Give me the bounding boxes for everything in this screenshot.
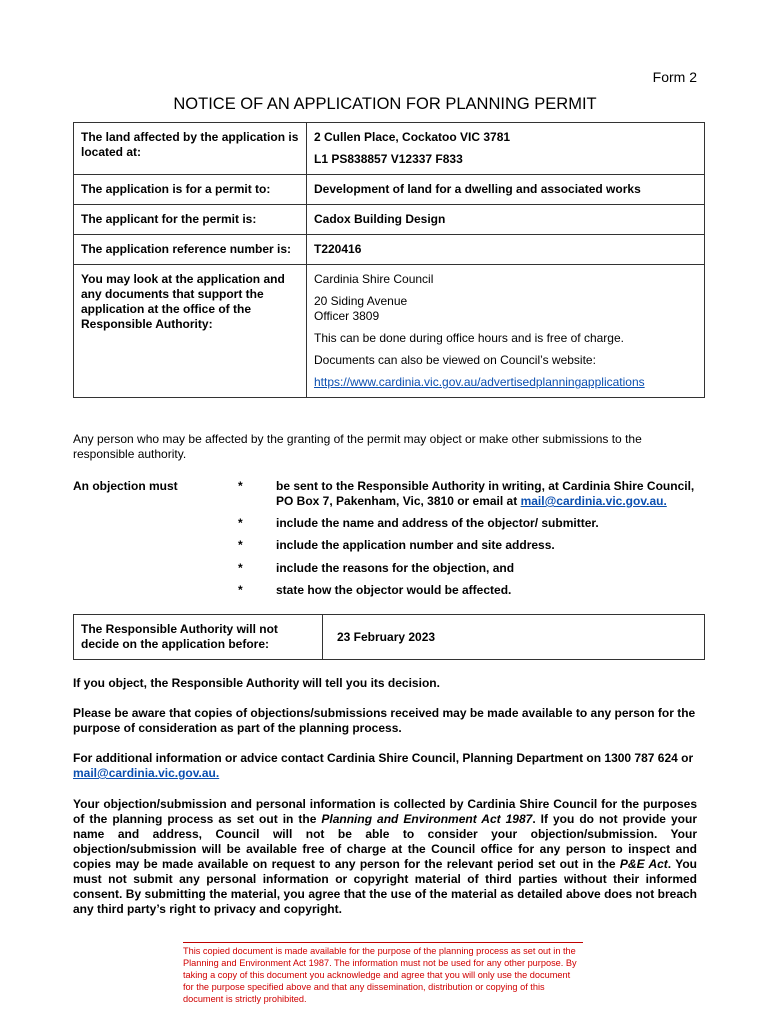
objection-label: An objection must <box>73 479 178 493</box>
page-title: NOTICE OF AN APPLICATION FOR PLANNING PERMIT <box>173 95 597 113</box>
contact-text: For additional information or advice contact Cardinia Shire Council, Planning Department on 1300 787 624 or <box>73 751 694 765</box>
council-website-link[interactable]: https://www.cardinia.vic.gov.au/advertisedplanningapplications <box>314 375 645 389</box>
application-details-table <box>73 122 705 398</box>
copy-disclaimer: This copied document is made available for the purpose of the planning process as set out in the Planning and Environment Act 1987. The information must not be used for any other purpose. By taking a copy of this document you acknowledge and agree that you will only use the document for the purpose specified above and that any dissemination, distribution or copying of this document is strictly prohibited. <box>183 942 583 1005</box>
tell-decision-note: If you object, the Responsible Authority will tell you its decision. <box>73 676 440 690</box>
privacy-text-2: . If you do not provide your name and address, Council will not be able to consider your objection/submission. Your objection/submission will be available free of charge at the Council office for any person to inspect and copies may be made available on request to any person for the relevant period set out in the <box>73 812 697 871</box>
privacy-text-1: Your objection/submission and personal information is collected by Cardinia Shire Council for the purposes of the planning process as set out in the <box>73 797 697 826</box>
objection-requirement-5: state how the objector would be affected. <box>276 583 512 597</box>
applicant-label: The applicant for the permit is: <box>74 205 307 235</box>
bullet-2: * <box>238 516 243 530</box>
land-value <box>307 123 705 175</box>
permit-label: The application is for a permit to: <box>74 175 307 205</box>
objection-requirement-text: be sent to the Responsible Authority in writing, at Cardinia Shire Council, PO Box 7, Pakenham, Vic, 3810 or email at <box>276 479 695 508</box>
act-short-name: P&E Act <box>619 857 668 871</box>
applicant-value: Cadox Building Design <box>307 205 705 235</box>
permit-value: Development of land for a dwelling and associated works <box>307 175 705 205</box>
website-intro: Documents can also be viewed on Council’s website: <box>314 353 596 367</box>
council-suburb: Officer 3809 <box>314 309 380 323</box>
objection-email-link[interactable]: mail@cardinia.vic.gov.au. <box>520 494 667 508</box>
bullet-5: * <box>238 583 243 597</box>
objection-requirement-4: include the reasons for the objection, and <box>276 561 515 575</box>
land-label: The land affected by the application is located at: <box>74 123 307 175</box>
objection-requirement-2: include the name and address of the objector/ submitter. <box>276 516 599 530</box>
copies-notice: Please be aware that copies of objections/submissions received may be made available to any person for the purpose of consideration as part of the planning process. <box>73 706 696 735</box>
decision-date: 23 February 2023 <box>323 615 705 660</box>
privacy-text-3: . You must not submit any personal information or copyright material of third parties without their informed consent. By submitting the material, you agree that the use of the material as detailed above does not breach any third party’s right to privacy and copyright. <box>73 857 697 916</box>
bullet-4: * <box>238 561 243 575</box>
table-row <box>74 205 705 235</box>
land-title-reference: L1 PS838857 V12337 F833 <box>314 152 463 166</box>
decision-label: The Responsible Authority will not decide on the application before: <box>74 615 323 660</box>
privacy-statement <box>73 797 697 917</box>
form-number: Form 2 <box>652 69 697 85</box>
table-row <box>74 123 705 175</box>
contact-info <box>73 751 701 781</box>
objection-intro: Any person who may be affected by the granting of the permit may object or make other submissions to the responsible authority. <box>73 432 642 461</box>
reference-label: The application reference number is: <box>74 235 307 265</box>
table-row <box>74 615 705 660</box>
objection-requirement-1 <box>276 479 706 509</box>
land-address: 2 Cullen Place, Cockatoo VIC 3781 <box>314 130 511 144</box>
council-name: Cardinia Shire Council <box>314 272 434 286</box>
council-street: 20 Siding Avenue <box>314 294 408 308</box>
inspect-label: You may look at the application and any documents that support the application at the office of the Responsible Authority: <box>74 265 307 398</box>
table-row <box>74 175 705 205</box>
office-hours-note: This can be done during office hours and is free of charge. <box>314 331 624 345</box>
reference-value: T220416 <box>307 235 705 265</box>
decision-date-table <box>73 614 705 660</box>
bullet-1: * <box>238 479 243 493</box>
inspect-value <box>307 265 705 398</box>
bullet-3: * <box>238 538 243 552</box>
table-row <box>74 265 705 398</box>
table-row <box>74 235 705 265</box>
contact-email-link[interactable]: mail@cardinia.vic.gov.au. <box>73 766 220 780</box>
objection-requirement-3: include the application number and site address. <box>276 538 555 552</box>
act-name: Planning and Environment Act 1987 <box>321 812 533 826</box>
